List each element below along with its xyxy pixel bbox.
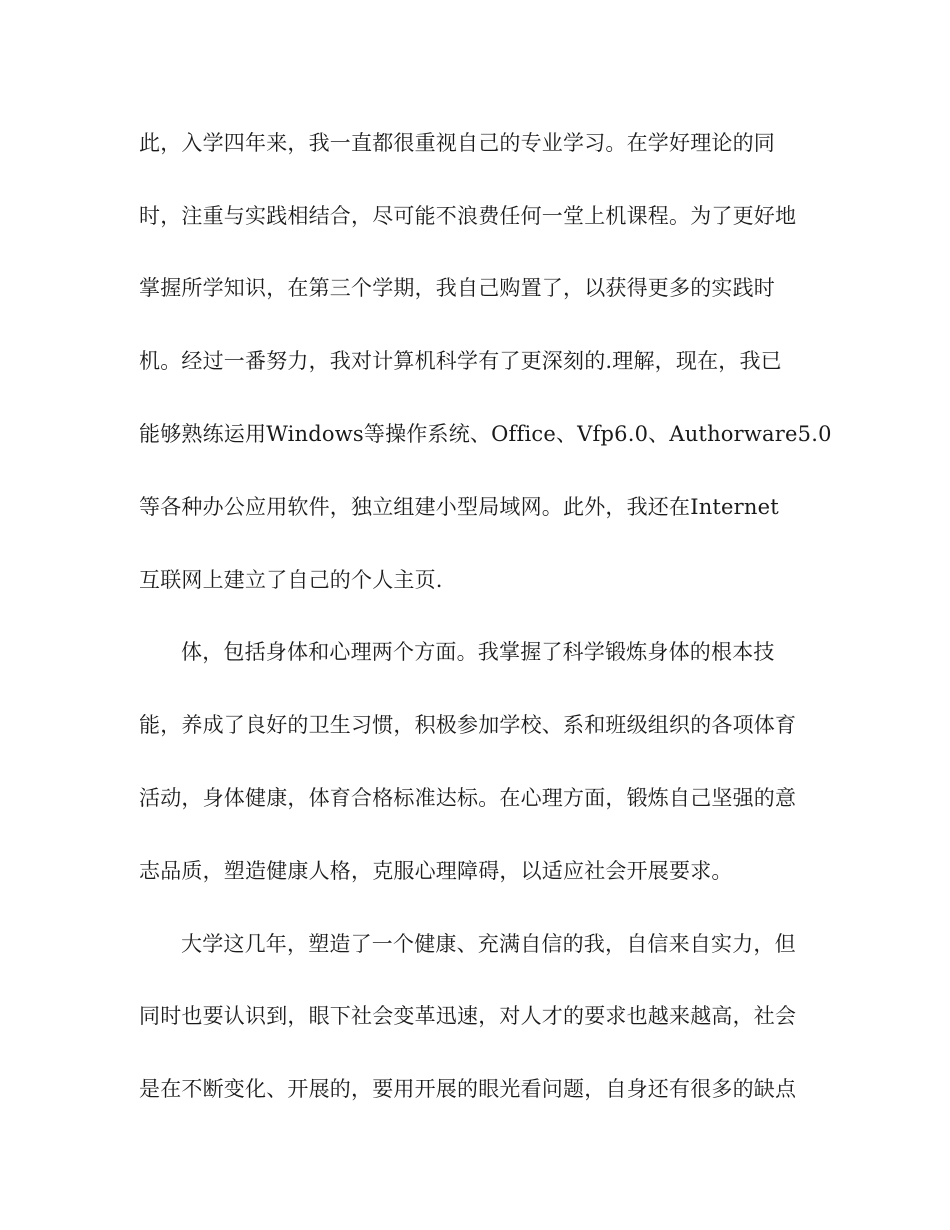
text-line: 志品质，塑造健康人格，克服心理障碍，以适应社会开展要求。 (139, 859, 733, 883)
text-line: 大学这几年，塑造了一个健康、充满自信的我，自信来自实力，但 (181, 932, 796, 956)
text-line: 时，注重与实践相结合，尽可能不浪费任何一堂上机课程。为了更好地 (139, 204, 797, 228)
text-line: 机。经过一番努力，我对计算机科学有了更深刻的.理解，现在，我已 (139, 349, 782, 373)
text-line: 同时也要认识到，眼下社会变革迅速，对人才的要求也越来越高，社会 (139, 1004, 797, 1028)
text-line: 是在不断变化、开展的，要用开展的眼光看问题，自身还有很多的缺点 (139, 1077, 797, 1101)
text-line: 体，包括身体和心理两个方面。我掌握了科学锻炼身体的根本技 (181, 640, 775, 664)
text-line: 此，入学四年来，我一直都很重视自己的专业学习。在学好理论的同 (139, 131, 775, 155)
text-line: 掌握所学知识，在第三个学期，我自己购置了，以获得更多的实践时 (139, 276, 775, 300)
text-line: 能够熟练运用Windows等操作系统、Office、Vfp6.0、Authorware5.0 (139, 422, 832, 446)
text-line: 活动，身体健康，体育合格标准达标。在心理方面，锻炼自己坚强的意 (139, 786, 797, 810)
text-line: 互联网上建立了自己的个人主页. (139, 568, 443, 592)
text-line: 能，养成了良好的卫生习惯，积极参加学校、系和班级组织的各项体育 (139, 713, 797, 737)
text-line: 等各种办公应用软件，独立组建小型局域网。此外，我还在Internet (139, 495, 779, 519)
